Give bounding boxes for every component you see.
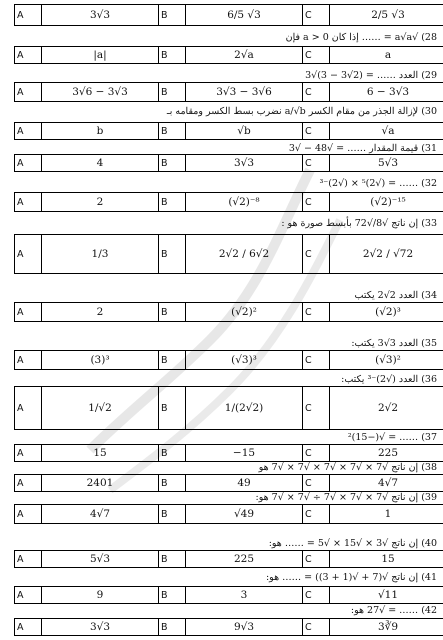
- options-row: [14, 350, 443, 370]
- option-c-value[interactable]: 15: [330, 551, 443, 568]
- option-letter: B: [159, 303, 186, 322]
- option-letter: C: [303, 551, 330, 568]
- question-text: 39) إن ناتج √7 × √7 × √7 ÷ √7 × √7 هو:: [255, 492, 437, 503]
- question-text: 42) …… = √27 هو:: [350, 605, 437, 616]
- question-text: 41) إن ناتج √(7 + √(1 + 3)) = …… هو:: [265, 572, 437, 583]
- option-c-value[interactable]: √a: [330, 123, 443, 140]
- option-a-value[interactable]: 4: [42, 155, 159, 172]
- option-letter: B: [159, 155, 186, 172]
- option-letter: A: [15, 475, 42, 492]
- question-text: 33) إن ناتج √8/√72 بأبسط صورة هو :: [281, 218, 437, 229]
- option-c-value[interactable]: 2√2 / √72: [330, 235, 443, 274]
- question-text: 36) العدد (√2)⁻³ يكتب:: [341, 374, 437, 385]
- option-letter: A: [15, 5, 42, 26]
- option-c-value[interactable]: (√3)²: [330, 351, 443, 370]
- option-b-value[interactable]: 3√3 − 3√6: [186, 83, 303, 102]
- option-letter: C: [303, 619, 330, 636]
- option-a-value[interactable]: 1/3: [42, 235, 159, 274]
- option-letter: B: [159, 445, 186, 462]
- option-b-value[interactable]: √49: [186, 505, 303, 524]
- options-row: [14, 618, 443, 636]
- question-text: 28) √a√a = …… إذا كان a > 0 فإن: [285, 32, 437, 43]
- option-b-value[interactable]: −15: [186, 445, 303, 462]
- options-row: [14, 550, 443, 568]
- options-row: [14, 234, 443, 274]
- option-a-value[interactable]: 2401: [42, 475, 159, 492]
- option-b-value[interactable]: 9√3: [186, 619, 303, 636]
- option-letter: B: [159, 83, 186, 102]
- option-b-value[interactable]: √b: [186, 123, 303, 140]
- option-letter: B: [159, 619, 186, 636]
- option-letter: B: [159, 475, 186, 492]
- option-b-value[interactable]: (√2)⁻⁸: [186, 193, 303, 212]
- question-text: 38) إن ناتج √7 × √7 × √7 × √7 × √7 هو: [258, 462, 437, 473]
- option-letter: C: [303, 193, 330, 212]
- option-a-value[interactable]: 2: [42, 193, 159, 212]
- options-row: [14, 504, 443, 524]
- option-letter: C: [303, 5, 330, 26]
- option-c-value[interactable]: 225: [330, 445, 443, 462]
- options-row: [14, 82, 443, 102]
- option-a-value[interactable]: 3√3: [42, 5, 159, 26]
- option-letter: C: [303, 303, 330, 322]
- option-letter: B: [159, 551, 186, 568]
- option-letter: A: [15, 619, 42, 636]
- option-letter: C: [303, 235, 330, 274]
- option-a-value[interactable]: 15: [42, 445, 159, 462]
- option-a-value[interactable]: 4√7: [42, 505, 159, 524]
- options-row: [14, 192, 443, 212]
- option-a-value[interactable]: 5√3: [42, 551, 159, 568]
- option-a-value[interactable]: b: [42, 123, 159, 140]
- question-text: 35) العدد 3√3 يكتب:: [351, 338, 437, 349]
- option-c-value[interactable]: 4√7: [330, 475, 443, 492]
- option-letter: B: [159, 505, 186, 524]
- option-b-value[interactable]: 49: [186, 475, 303, 492]
- option-letter: C: [303, 587, 330, 604]
- option-letter: A: [15, 193, 42, 212]
- option-c-value[interactable]: (√2)³: [330, 303, 443, 322]
- question-text: 31) قيمة المقدار …… = √48 − √3: [288, 143, 437, 154]
- option-letter: C: [303, 475, 330, 492]
- option-a-value[interactable]: 1/√2: [42, 387, 159, 430]
- option-b-value[interactable]: 3: [186, 587, 303, 604]
- option-a-value[interactable]: |a|: [42, 47, 159, 64]
- option-letter: A: [15, 303, 42, 322]
- option-letter: A: [15, 47, 42, 64]
- options-row: [14, 4, 443, 26]
- option-letter: A: [15, 235, 42, 274]
- option-b-value[interactable]: 2√a: [186, 47, 303, 64]
- option-letter: A: [15, 551, 42, 568]
- option-letter: A: [15, 83, 42, 102]
- option-c-value[interactable]: 6 − 3√3: [330, 83, 443, 102]
- option-c-value[interactable]: 2√2: [330, 387, 443, 430]
- option-a-value[interactable]: 2: [42, 303, 159, 322]
- option-c-value[interactable]: √11: [330, 587, 443, 604]
- option-b-value[interactable]: 3√3: [186, 155, 303, 172]
- question-text: 37) …… = √(−15)²: [347, 432, 437, 443]
- option-b-value[interactable]: 6/5 √3: [186, 5, 303, 26]
- option-letter: A: [15, 155, 42, 172]
- option-c-value[interactable]: a: [330, 47, 443, 64]
- option-letter: B: [159, 351, 186, 370]
- option-letter: A: [15, 123, 42, 140]
- option-letter: B: [159, 193, 186, 212]
- option-c-value[interactable]: 2/5 √3: [330, 5, 443, 26]
- option-b-value[interactable]: 2√2 / 6√2: [186, 235, 303, 274]
- option-letter: C: [303, 505, 330, 524]
- options-row: [14, 46, 443, 64]
- option-letter: B: [159, 387, 186, 430]
- options-row: [14, 444, 443, 462]
- option-letter: A: [15, 387, 42, 430]
- options-row: [14, 386, 443, 430]
- option-c-value[interactable]: 1: [330, 505, 443, 524]
- options-row: [14, 302, 443, 322]
- option-letter: B: [159, 47, 186, 64]
- option-a-value[interactable]: (3)³: [42, 351, 159, 370]
- option-letter: B: [159, 587, 186, 604]
- options-row: [14, 154, 443, 172]
- option-letter: C: [303, 445, 330, 462]
- option-b-value[interactable]: (√3)³: [186, 351, 303, 370]
- options-row: [14, 122, 443, 140]
- option-a-value[interactable]: 3√3: [42, 619, 159, 636]
- question-text: 30) لإزالة الجذر من مقام الكسر a/√b نضرب بسط الكسر ومقامه بـ: [166, 106, 437, 117]
- options-row: [14, 586, 443, 604]
- option-letter: C: [303, 123, 330, 140]
- option-letter: A: [15, 587, 42, 604]
- option-letter: C: [303, 83, 330, 102]
- question-text: 32) …… = (√2)⁵ × (√2)⁻³: [319, 178, 437, 189]
- option-letter: C: [303, 155, 330, 172]
- option-letter: A: [15, 351, 42, 370]
- option-a-value[interactable]: 3√6 − 3√3: [42, 83, 159, 102]
- question-text: 29) العدد …… = (2√3 − 3)√3: [305, 70, 437, 81]
- option-b-value[interactable]: 225: [186, 551, 303, 568]
- question-text: 40) إن ناتج √3 × √15 × √5 = …… هو:: [268, 538, 437, 549]
- options-row: [14, 474, 443, 492]
- option-c-value[interactable]: 3∛9: [330, 619, 443, 636]
- option-b-value[interactable]: (√2)²: [186, 303, 303, 322]
- option-letter: B: [159, 123, 186, 140]
- option-a-value[interactable]: 9: [42, 587, 159, 604]
- option-c-value[interactable]: 5√3: [330, 155, 443, 172]
- option-b-value[interactable]: 1/(2√2): [186, 387, 303, 430]
- option-letter: A: [15, 505, 42, 524]
- option-letter: C: [303, 47, 330, 64]
- option-letter: A: [15, 445, 42, 462]
- option-letter: B: [159, 5, 186, 26]
- option-letter: C: [303, 351, 330, 370]
- option-letter: C: [303, 387, 330, 430]
- question-text: 34) العدد 2√2 يكتب: [354, 290, 437, 301]
- option-letter: B: [159, 235, 186, 274]
- option-c-value[interactable]: (√2)⁻¹⁵: [330, 193, 443, 212]
